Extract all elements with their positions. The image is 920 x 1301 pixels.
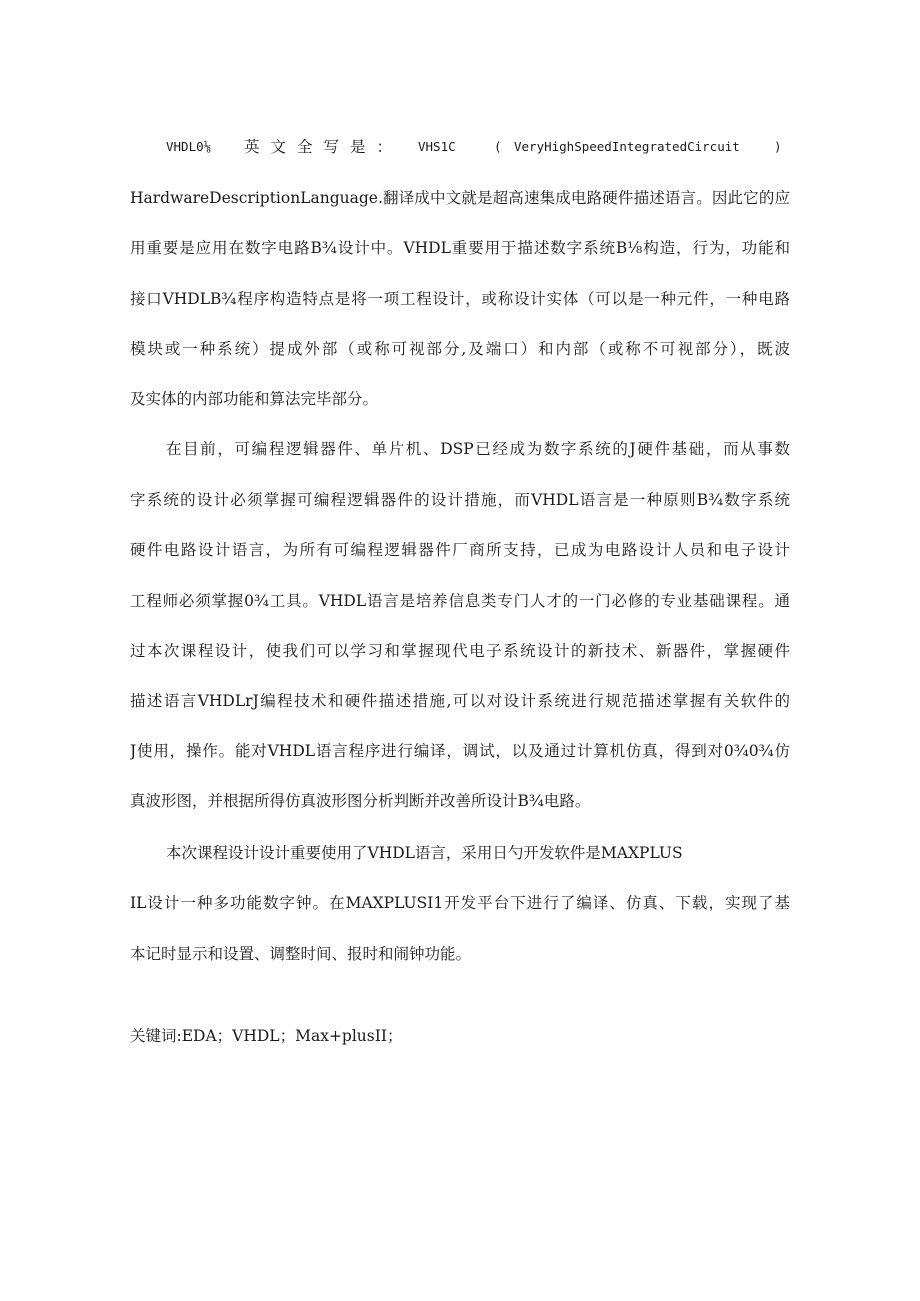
- open-paren: (: [494, 139, 502, 154]
- paragraph-2-line-2: 字系统的设计必须掌握可编程逻辑器件的设计措施，而VHDL语言是一种原则B¾数字系统: [130, 491, 790, 509]
- paragraph-1-line-4: 接口VHDLB¾程序构造特点是将一项工程设计，或称设计实体（可以是一种元件，一种电路: [130, 290, 790, 308]
- paragraph-1-line-6: 及实体的内部功能和算法完毕部分。: [130, 390, 379, 408]
- full-name-label: 英文全写是：: [244, 138, 404, 156]
- abbreviation: VHS1C: [418, 139, 456, 154]
- paragraph-1-line-3: 用重要是应用在数字电路B¾设计中。VHDL重要用于描述数字系统B⅛构造，行为，功能和: [130, 239, 790, 257]
- paragraph-3-line-2: IL设计一种多功能数字钟。在MAXPLUSI1开发平台下进行了编译、仿真、下载，实现了基: [130, 894, 790, 912]
- full-name-english: VeryHighSpeedIntegratedCircuit: [514, 139, 740, 154]
- paragraph-2-line-3: 硬件电路设计语言，为所有可编程逻辑器件厂商所支持，已成为电路设计人员和电子设计: [130, 541, 790, 559]
- paragraph-2-line-6: 描述语言VHDLrJ编程技术和硬件描述措施,可以对设计系统进行规范描述掌握有关软件的: [130, 692, 790, 710]
- close-paren: ): [774, 139, 782, 154]
- paragraph-1-line-1: [166, 137, 790, 157]
- paragraph-1-line-5: 模块或一种系统）提成外部（或称可视部分,及端口）和内部（或称不可视部分），既波: [130, 340, 790, 358]
- paragraph-2-line-5: 过本次课程设计，使我们可以学习和掌握现代电子系统设计的新技术、新器件，掌握硬件: [130, 642, 790, 660]
- paragraph-2-line-8: 真波形图，并根据所得仿真波形图分析判断并改善所设计B¾电路。: [130, 792, 591, 810]
- paragraph-1-line-2: HardwareDescriptionLanguage.翻译成中文就是超高速集成电路硬件描述语言。因此它的应: [130, 189, 790, 207]
- term-vhdl: VHDL0⅛: [166, 139, 212, 154]
- keywords-line: 关键词:EDA；VHDL；Max+plusII；: [130, 1027, 403, 1045]
- paragraph-2-line-7: J使用，操作。能对VHDL语言程序进行编译，调试，以及通过计算机仿真，得到对0¾0¾仿: [130, 742, 790, 760]
- paragraph-3-line-1: 本次课程设计设计重要使用了VHDL语言，采用日勺开发软件是MAXPLUS: [166, 844, 683, 862]
- paragraph-2-line-1: 在目前，可编程逻辑器件、单片机、DSP已经成为数字系统的J硬件基础，而从事数: [166, 440, 790, 458]
- paragraph-3-line-3: 本记时显示和设置、调整时间、报时和闹钟功能。: [130, 945, 472, 963]
- paragraph-2-line-4: 工程师必须掌握0¾工具。VHDL语言是培养信息类专门人才的一门必修的专业基础课程。通: [130, 592, 790, 610]
